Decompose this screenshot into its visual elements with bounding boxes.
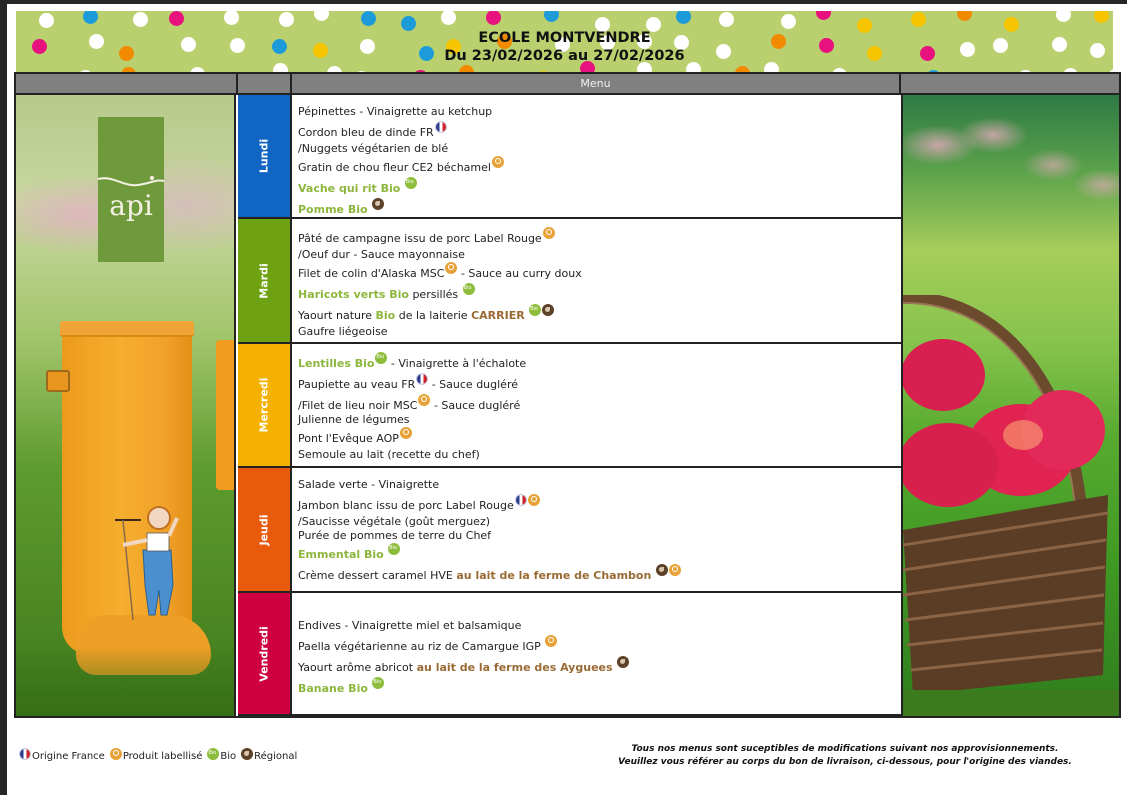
polka-dot [719,12,734,27]
menu-item-text: Yaourt arôme abricot [298,661,417,674]
menu-cell-mercredi [292,344,901,468]
menu-item-text: /Oeuf dur - Sauce mayonnaise [298,248,465,261]
second-boot [216,340,236,490]
basket-illustration [903,295,1119,716]
polka-dot [676,11,691,24]
produit-labellise-icon [528,494,540,506]
polka-dot [957,11,972,21]
menu-cell-mardi [292,219,901,344]
polka-dot [39,13,54,28]
menu-item [298,448,901,462]
menu-item-text: au lait de la ferme des Ayguees [416,661,613,674]
header-banner [16,11,1113,73]
polka-dot [1056,11,1071,22]
menu-item [298,304,901,325]
produit-labellise-icon [492,156,504,168]
menu-item [298,103,901,121]
menu-item [298,283,901,304]
menu-item [298,677,901,698]
produit-labellise-icon [543,227,555,239]
header-cell-menu: Menu [292,74,901,95]
menu-item [298,529,901,543]
legend-label: Régional [254,751,298,762]
menu-item-text: /Saucisse végétale (goût merguez) [298,515,491,528]
polka-dot [911,12,926,27]
menu-item [298,248,901,262]
menu-item [298,373,901,394]
regional-icon [372,198,384,210]
menu-item-text: Salade verte - Vinaigrette [298,478,440,491]
polka-dot [816,11,831,20]
menu-item [298,142,901,156]
polka-dot [1094,11,1109,23]
menu-cell-jeudi [292,468,901,593]
day-label: Lundi [257,138,271,174]
day-label: Mardi [257,262,271,299]
menu-item-text: Haricots verts Bio [298,288,409,301]
menu-item [298,121,901,142]
produit-labellise-icon [669,564,681,576]
polka-dot [279,12,294,27]
polka-dot [169,11,184,26]
day-label: Mercredi [257,377,271,433]
grass [16,646,236,716]
menu-item-text: Gratin de chou fleur CE2 béchamel [298,161,491,174]
menu-item-text: - Sauce dugléré [428,378,518,391]
origine-france-icon [515,494,527,506]
produit-labellise-icon [400,427,412,439]
origine-france-icon [435,121,447,133]
menu-item [298,394,901,413]
menu-item-text: Endives - Vinaigrette miel et balsamique [298,619,522,632]
menu-item-text: /Filet de lieu noir MSC [298,399,418,412]
menu-item-text: - Sauce au curry doux [457,267,582,280]
origine-france-icon [19,748,31,760]
legend-label: Produit labellisé [122,751,203,762]
produit-labellise-icon [545,635,557,647]
window-top-edge [0,0,1127,4]
polka-dot [781,14,796,29]
menu-item-text: Lentilles Bio [298,357,375,370]
menu-item-text: Pépinettes - Vinaigrette au ketchup [298,105,493,118]
menu-cell-lundi [292,95,901,219]
menu-item [298,617,901,635]
menu-item [298,352,901,373]
bio-icon [207,748,219,760]
menu-item-text: Vache qui rit Bio [298,182,401,195]
menu-item [298,515,901,529]
menu-item-text: - Sauce dugléré [430,399,521,412]
bio-icon [529,304,541,316]
polka-dot [224,11,239,25]
menu-item-text: Julienne de légumes [298,413,410,426]
apple-basket-photo [901,95,1119,716]
bio-icon [463,283,475,295]
gardener-illustration [111,500,191,625]
menu-item-text: Jambon blanc issu de porc Label Rouge [298,499,514,512]
day-cell-jeudi [238,468,292,593]
menu-item-text: Purée de pommes de terre du Chef [298,529,492,542]
date-range: Du 23/02/2026 au 27/02/2026 [444,48,685,64]
menu-item-text: persillés [408,288,459,301]
boot-rim [60,321,194,337]
day-cell-mercredi [238,344,292,468]
page-title [16,29,1113,65]
menu-item-text: Semoule au lait (recette du chef) [298,448,480,461]
menu-item [298,177,901,198]
produit-labellise-icon [418,394,430,406]
menu-item [298,494,901,515]
menu-item-text: Crème dessert caramel HVE [298,569,457,582]
day-cell-lundi [238,95,292,219]
menu-item-text: Pâté de campagne issu de porc Label Rouge [298,232,542,245]
menu-item-text: Bio [375,309,396,322]
logo-text: api [109,189,153,222]
disclaimer-line-1: Tous nos menus sont suceptibles de modifications suivant nos approvisionnements. [631,744,1059,754]
api-logo [98,117,164,262]
header-cell-day [238,74,292,95]
menu-item-text: Gaufre liégeoise [298,325,388,338]
menu-item [298,325,901,339]
header-cell-left [16,74,238,95]
day-label: Vendredi [257,625,271,682]
disclaimer [600,743,1090,769]
polka-dot [544,11,559,22]
polka-dot [83,11,98,24]
regional-icon [617,656,629,668]
menu-item-text: - Vinaigrette à l'échalote [387,357,527,370]
menu-table [14,72,1121,718]
day-label: Jeudi [257,513,271,546]
polka-dot [441,11,456,25]
polka-dot [314,11,329,21]
boot-buckle [46,370,70,392]
menu-item-text: Cordon bleu de dinde FR [298,126,434,139]
legend-label: Bio [220,751,237,762]
school-name: ECOLE MONTVENDRE [478,30,651,46]
menu-item-text: de la laiterie [395,309,472,322]
menu-item-text: CARRIER [471,309,525,322]
menu-item-text: Emmental Bio [298,548,384,561]
menu-item [298,564,901,585]
menu-item [298,476,901,494]
menu-item [298,227,901,248]
menu-item-text: Paupiette au veau FR [298,378,416,391]
menu-item-text: Pont l'Evêque AOP [298,432,399,445]
legend-label: Origine France [32,751,105,762]
window-left-edge [0,0,7,795]
produit-labellise-icon [110,748,122,760]
day-cell-vendredi [238,593,292,716]
header-cell-right [901,74,1119,95]
bio-icon [405,177,417,189]
origine-france-icon [416,373,428,385]
menu-item [298,635,901,656]
day-cell-mardi [238,219,292,344]
bio-icon [388,543,400,555]
menu-item [298,156,901,177]
menu-item [298,262,901,283]
menu-item [298,656,901,677]
menu-item-text: Filet de colin d'Alaska MSC [298,267,445,280]
disclaimer-line-2: Veuillez vous référer au corps du bon de livraison, ci-dessous, pour l'origine des viandes. [618,757,1072,767]
polka-dot [133,12,148,27]
regional-icon [542,304,554,316]
bio-icon [375,352,387,364]
menu-item [298,427,901,448]
produit-labellise-icon [445,262,457,274]
boot-photo [16,95,236,716]
menu-item-text: /Nuggets végétarien de blé [298,142,449,155]
menu-item-text: au lait de la ferme de Chambon [456,569,652,582]
polka-dot [486,11,501,25]
menu-cell-vendredi [292,593,901,716]
polka-dot [361,11,376,26]
menu-item-text: Pomme Bio [298,203,368,216]
menu-item [298,198,901,219]
regional-icon [241,748,253,760]
bio-icon [372,677,384,689]
menu-item-text: Banane Bio [298,682,368,695]
menu-item [298,543,901,564]
menu-item-text: Yaourt nature [298,309,376,322]
menu-item [298,413,901,427]
menu-item-text: Paella végétarienne au riz de Camargue IGP [298,640,541,653]
legend [18,748,301,762]
regional-icon [656,564,668,576]
